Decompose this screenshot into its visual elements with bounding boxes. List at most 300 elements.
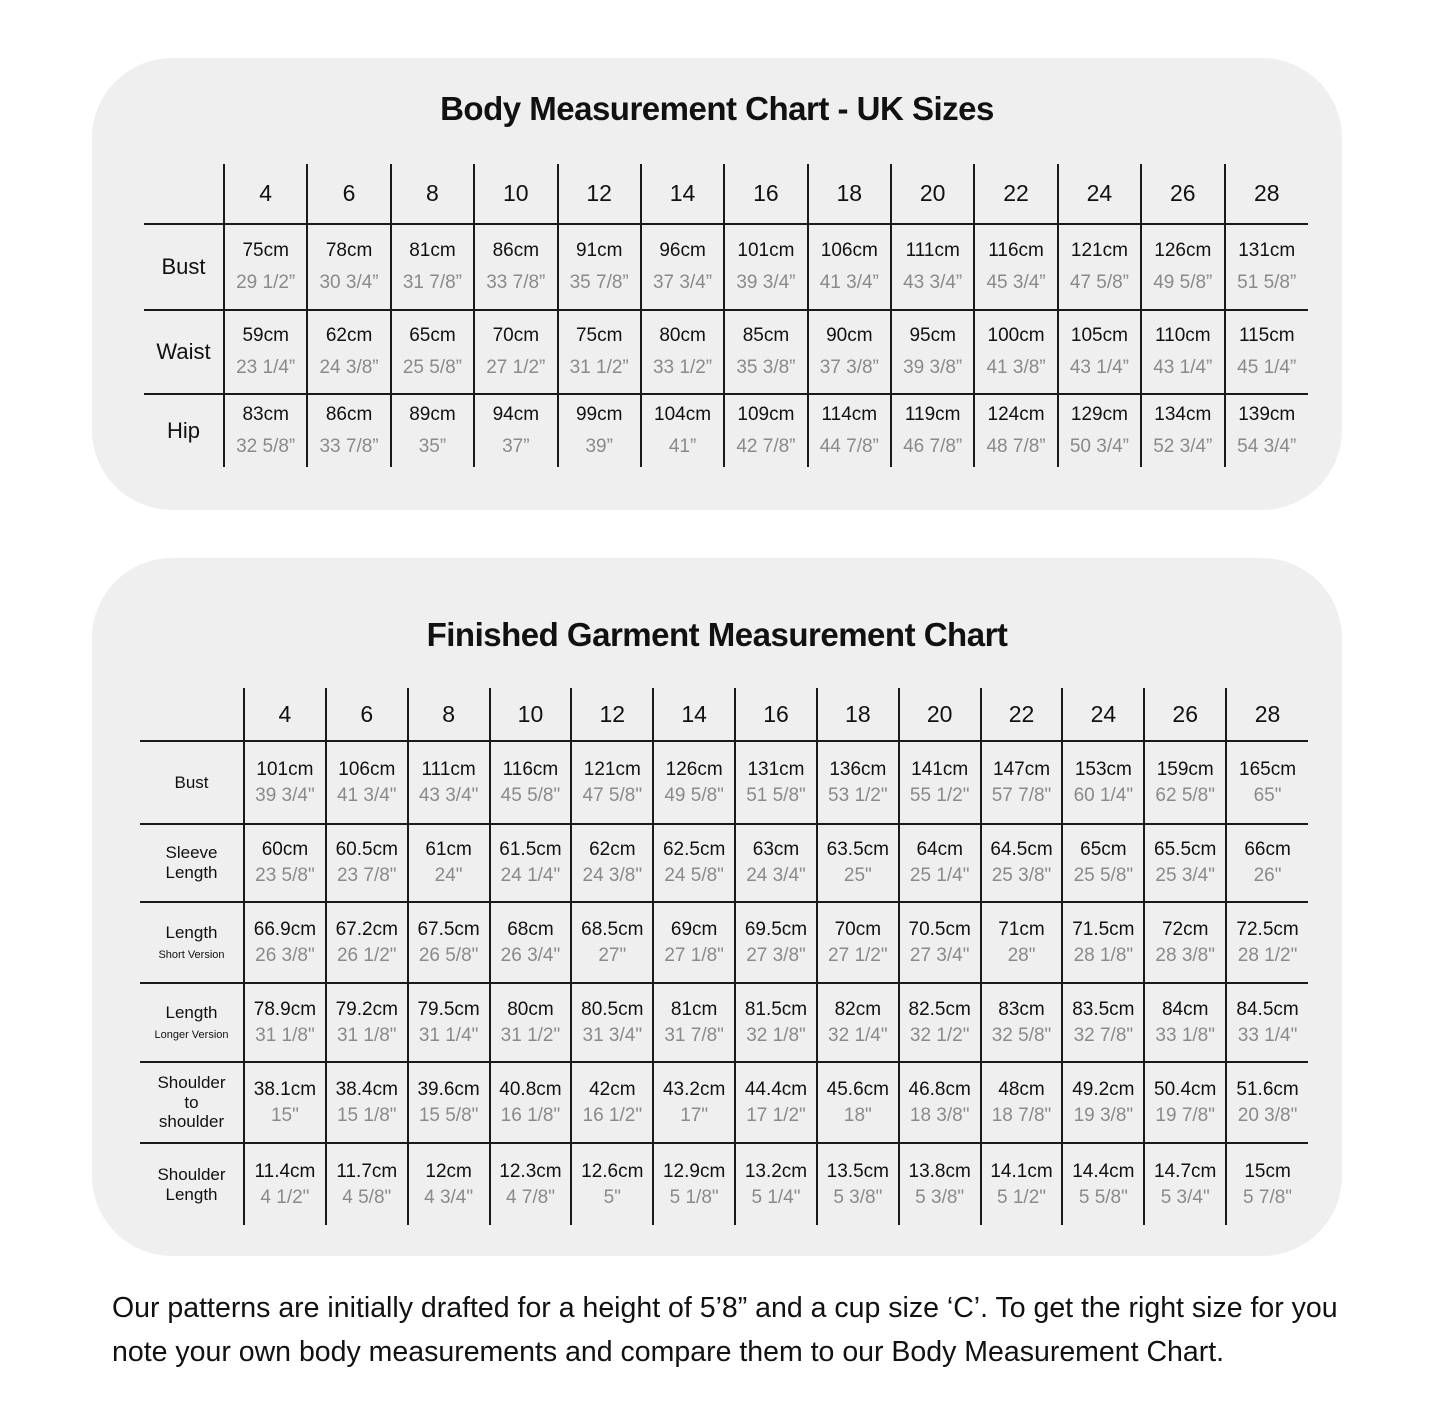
cm-value: 126cm — [1154, 240, 1212, 261]
inch-value: 24" — [434, 865, 463, 886]
measurement-cell — [224, 224, 307, 310]
cm-value: 45.6cm — [826, 1078, 889, 1100]
measurement-cell — [391, 394, 474, 467]
row-label: Sleeve Length — [165, 843, 218, 882]
inch-value: 20 3/8" — [1237, 1104, 1298, 1126]
measurement-cell — [490, 902, 572, 983]
cm-value: 70cm — [834, 918, 882, 940]
inch-value: 47 5/8” — [1069, 272, 1130, 293]
cm-value: 70cm — [492, 325, 540, 346]
inch-value: 26 1/2" — [336, 944, 397, 966]
measurement-cell — [981, 824, 1063, 902]
inch-value: 37” — [502, 436, 530, 457]
cm-value: 65.5cm — [1154, 839, 1217, 860]
inch-value: 24 5/8" — [664, 865, 724, 886]
inch-value: 15 5/8" — [418, 1104, 479, 1126]
measurement-cell — [724, 310, 807, 394]
measurement-cell — [899, 983, 981, 1062]
cm-value: 12.6cm — [581, 1160, 644, 1182]
inch-value: 31 7/8” — [402, 272, 463, 293]
cm-value: 15cm — [1244, 1160, 1291, 1182]
measurement-cell — [474, 224, 557, 310]
inch-value: 28 1/2" — [1237, 944, 1298, 966]
measurement-cell — [408, 983, 490, 1062]
size-header: 14 — [641, 164, 724, 224]
measurement-cell — [1225, 310, 1309, 394]
inch-value: 39 3/4" — [255, 784, 315, 806]
inch-value: 26 5/8" — [418, 944, 479, 966]
row-label: Shoulder Length — [157, 1164, 226, 1204]
cm-value: 153cm — [1074, 758, 1132, 780]
inch-value: 65" — [1253, 784, 1282, 806]
inch-value: 5 3/8" — [833, 1186, 883, 1208]
inch-value: 49 5/8” — [1153, 272, 1213, 293]
inch-value: 41 3/8” — [986, 357, 1046, 378]
size-header: 24 — [1062, 688, 1144, 741]
cm-value: 106cm — [338, 758, 396, 780]
size-header: 14 — [653, 688, 735, 741]
size-header: 22 — [981, 688, 1063, 741]
inch-value: 23 5/8" — [255, 865, 315, 886]
inch-value: 33 1/2” — [652, 357, 713, 378]
measurement-cell — [490, 983, 572, 1062]
cm-value: 90cm — [826, 325, 873, 346]
cm-value: 63.5cm — [826, 839, 889, 860]
cm-value: 115cm — [1238, 325, 1295, 346]
inch-value: 48 7/8” — [986, 436, 1046, 457]
inch-value: 19 3/8" — [1073, 1104, 1134, 1126]
cm-value: 44.4cm — [744, 1078, 808, 1100]
inch-value: 5 1/2" — [997, 1186, 1047, 1208]
size-header: 12 — [571, 688, 653, 741]
cm-value: 81cm — [409, 240, 456, 261]
measurement-cell — [558, 394, 641, 467]
inch-value: 41 3/4" — [336, 784, 397, 806]
cm-value: 66.9cm — [253, 918, 317, 940]
inch-value: 30 3/4” — [319, 272, 379, 293]
row-label: Shoulder to shoulder — [157, 1073, 226, 1132]
measurement-cell — [981, 741, 1063, 824]
cm-value: 141cm — [911, 758, 969, 780]
measurement-cell — [817, 1062, 899, 1143]
measurement-row — [140, 983, 1308, 1062]
measurement-cell — [1062, 824, 1144, 902]
inch-value: 24 1/4" — [500, 865, 561, 886]
measurement-cell — [1062, 1062, 1144, 1143]
measurement-cell — [1062, 902, 1144, 983]
cm-value: 42cm — [589, 1078, 636, 1100]
body-chart-title: Body Measurement Chart - UK Sizes — [440, 90, 994, 127]
cm-value: 40.8cm — [499, 1078, 562, 1100]
measurement-cell — [1058, 224, 1141, 310]
inch-value: 33 7/8” — [486, 272, 546, 293]
inch-value: 27 1/2" — [828, 944, 888, 966]
inch-value: 18 7/8" — [991, 1104, 1052, 1126]
measurement-cell — [1226, 824, 1308, 902]
inch-value: 33 1/4" — [1237, 1024, 1298, 1046]
cm-value: 101cm — [256, 758, 314, 780]
cm-value: 66cm — [1244, 839, 1291, 860]
row-label: Bust — [174, 772, 209, 792]
measurement-cell — [490, 1062, 572, 1143]
cm-value: 81.5cm — [744, 998, 808, 1020]
inch-value: 24 3/8” — [319, 357, 379, 378]
measurement-row — [140, 824, 1308, 902]
measurement-cell — [326, 1062, 408, 1143]
measurement-cell — [408, 741, 490, 824]
header-corner — [140, 688, 244, 741]
inch-value: 35 3/8” — [736, 357, 796, 378]
cm-value: 86cm — [325, 404, 373, 425]
row-label-cell — [144, 310, 224, 394]
measurement-cell — [653, 983, 735, 1062]
inch-value: 5" — [603, 1186, 621, 1208]
cm-value: 134cm — [1154, 404, 1212, 425]
inch-value: 28" — [1007, 944, 1036, 966]
inch-value: 28 3/8" — [1155, 944, 1215, 966]
measurement-cell — [974, 394, 1057, 467]
cm-value: 62.5cm — [662, 839, 726, 860]
cm-value: 78.9cm — [253, 998, 317, 1020]
measurement-cell — [735, 1062, 817, 1143]
cm-value: 136cm — [829, 758, 887, 780]
measurement-cell — [1144, 741, 1226, 824]
inch-value: 4 3/4" — [424, 1186, 474, 1208]
cm-value: 129cm — [1070, 404, 1128, 425]
row-label-cell — [140, 824, 244, 902]
cm-value: 50.4cm — [1154, 1078, 1217, 1100]
measurement-cell — [224, 310, 307, 394]
row-label: Hip — [166, 418, 200, 444]
measurement-cell — [817, 902, 899, 983]
size-header: 4 — [224, 164, 307, 224]
inch-value: 32 5/8" — [991, 1024, 1052, 1046]
row-label-cell — [144, 394, 224, 467]
cm-value: 13.5cm — [826, 1160, 889, 1182]
cm-value: 12.9cm — [662, 1160, 726, 1182]
inch-value: 5 3/8" — [915, 1186, 965, 1208]
inch-value: 25 5/8” — [402, 357, 463, 378]
row-label-cell — [144, 224, 224, 310]
size-header-row — [140, 688, 1308, 741]
cm-value: 70.5cm — [908, 918, 971, 940]
inch-value: 4 5/8" — [342, 1186, 392, 1208]
inch-value: 57 7/8" — [991, 784, 1052, 806]
cm-value: 85cm — [742, 325, 790, 346]
measurement-cell — [1062, 741, 1144, 824]
garment-chart-title: Finished Garment Measurement Chart — [426, 616, 1008, 653]
measurement-cell — [817, 824, 899, 902]
row-label: Bust — [161, 254, 206, 280]
measurement-cell — [899, 1143, 981, 1225]
measurement-cell — [899, 824, 981, 902]
measurement-cell — [1226, 983, 1308, 1062]
measurement-cell — [1226, 1143, 1308, 1225]
cm-value: 69cm — [670, 918, 718, 940]
inch-value: 32 5/8” — [236, 436, 296, 457]
cm-value: 13.8cm — [908, 1160, 971, 1182]
cm-value: 86cm — [492, 240, 540, 261]
inch-value: 39” — [585, 436, 613, 457]
cm-value: 14.1cm — [990, 1160, 1053, 1182]
measurement-cell — [891, 394, 974, 467]
inch-value: 31 1/2" — [500, 1024, 561, 1046]
inch-value: 45 5/8" — [500, 784, 561, 806]
measurement-cell — [474, 394, 557, 467]
cm-value: 110cm — [1155, 325, 1211, 346]
cm-value: 165cm — [1239, 758, 1297, 780]
measurement-cell — [1144, 902, 1226, 983]
inch-value: 32 1/2" — [909, 1024, 970, 1046]
cm-value: 83cm — [998, 998, 1045, 1020]
cm-value: 65cm — [409, 325, 456, 346]
inch-value: 15 1/8" — [336, 1104, 397, 1126]
inch-value: 35 7/8” — [569, 272, 629, 293]
measurement-cell — [1225, 394, 1309, 467]
measurement-cell — [1141, 310, 1224, 394]
inch-value: 29 1/2” — [236, 272, 296, 293]
cm-value: 91cm — [575, 240, 623, 261]
measurement-cell — [735, 902, 817, 983]
inch-value: 43 1/4” — [1153, 357, 1213, 378]
cm-value: 100cm — [987, 325, 1045, 346]
body-measurement-table — [144, 164, 1308, 467]
size-header: 26 — [1144, 688, 1226, 741]
inch-value: 37 3/8” — [819, 357, 879, 378]
measurement-row — [144, 224, 1308, 310]
cm-value: 83.5cm — [1072, 998, 1135, 1020]
inch-value: 44 7/8” — [819, 436, 879, 457]
measurement-cell — [891, 224, 974, 310]
cm-value: 111cm — [421, 758, 476, 780]
inch-value: 31 1/4" — [418, 1024, 479, 1046]
measurement-cell — [1144, 983, 1226, 1062]
measurement-cell — [974, 224, 1057, 310]
cm-value: 48cm — [998, 1078, 1045, 1100]
cm-value: 79.5cm — [417, 998, 480, 1020]
inch-value: 27" — [598, 944, 627, 966]
measurement-row — [144, 310, 1308, 394]
measurement-cell — [224, 394, 307, 467]
cm-value: 121cm — [583, 758, 641, 780]
inch-value: 43 3/4" — [418, 784, 479, 806]
measurement-cell — [558, 224, 641, 310]
measurement-cell — [326, 902, 408, 983]
inch-value: 18 3/8" — [909, 1104, 970, 1126]
inch-value: 53 1/2" — [828, 784, 888, 806]
cm-value: 65cm — [1080, 839, 1127, 860]
cm-value: 64cm — [916, 839, 963, 860]
measurement-cell — [408, 1062, 490, 1143]
inch-value: 24 3/8" — [582, 865, 643, 886]
cm-value: 83cm — [242, 404, 289, 425]
header-corner — [144, 164, 224, 224]
cm-value: 80cm — [507, 998, 554, 1020]
row-label-cell — [140, 983, 244, 1062]
measurement-cell — [1144, 824, 1226, 902]
measurement-cell — [307, 224, 390, 310]
measurement-cell — [653, 1143, 735, 1225]
cm-value: 95cm — [909, 325, 956, 346]
measurement-cell — [808, 310, 891, 394]
inch-value: 37 3/4” — [652, 272, 713, 293]
size-header: 16 — [735, 688, 817, 741]
inch-value: 35” — [418, 436, 447, 457]
measurement-cell — [981, 1143, 1063, 1225]
inch-value: 26" — [1253, 865, 1282, 886]
inch-value: 25" — [843, 865, 872, 886]
inch-value: 27 3/8" — [746, 944, 806, 966]
cm-value: 96cm — [659, 240, 706, 261]
cm-value: 68.5cm — [581, 918, 644, 940]
row-label: Length — [165, 923, 218, 943]
measurement-cell — [1058, 310, 1141, 394]
inch-value: 45 3/4” — [986, 272, 1046, 293]
inch-value: 23 1/4” — [236, 357, 296, 378]
measurement-cell — [408, 824, 490, 902]
cm-value: 49.2cm — [1072, 1078, 1135, 1100]
measurement-cell — [724, 394, 807, 467]
cm-value: 114cm — [821, 404, 878, 425]
cm-value: 82cm — [834, 998, 882, 1020]
row-sublabel: Short Version — [158, 948, 225, 961]
size-header: 22 — [974, 164, 1057, 224]
inch-value: 32 7/8" — [1073, 1024, 1134, 1046]
measurement-cell — [244, 741, 326, 824]
inch-value: 27 1/2” — [486, 357, 546, 378]
cm-value: 60.5cm — [335, 839, 398, 860]
cm-value: 61cm — [425, 839, 472, 860]
inch-value: 46 7/8” — [903, 436, 963, 457]
inch-value: 43 3/4” — [903, 272, 963, 293]
measurement-cell — [653, 902, 735, 983]
measurement-cell — [1062, 983, 1144, 1062]
measurement-cell — [307, 394, 390, 467]
cm-value: 99cm — [575, 404, 623, 425]
cm-value: 80.5cm — [581, 998, 644, 1020]
measurement-cell — [244, 902, 326, 983]
measurement-cell — [571, 902, 653, 983]
cm-value: 131cm — [747, 758, 805, 780]
inch-value: 55 1/2" — [909, 784, 970, 806]
inch-value: 31 1/2” — [569, 357, 629, 378]
inch-value: 17" — [680, 1104, 709, 1126]
inch-value: 54 3/4” — [1237, 436, 1297, 457]
measurement-cell — [1144, 1143, 1226, 1225]
inch-value: 31 1/8" — [255, 1024, 315, 1046]
garment-measurement-table — [140, 688, 1308, 1225]
inch-value: 62 5/8" — [1155, 784, 1215, 806]
cm-value: 84cm — [1161, 998, 1209, 1020]
inch-value: 25 5/8" — [1073, 865, 1134, 886]
measurement-cell — [571, 1143, 653, 1225]
measurement-cell — [1226, 741, 1308, 824]
cm-value: 68cm — [507, 918, 554, 940]
inch-value: 51 5/8” — [1237, 272, 1297, 293]
measurement-cell — [558, 310, 641, 394]
inch-value: 43 1/4” — [1069, 357, 1130, 378]
measurement-cell — [735, 1143, 817, 1225]
measurement-cell — [735, 983, 817, 1062]
cm-value: 106cm — [820, 240, 878, 261]
measurement-cell — [735, 824, 817, 902]
cm-value: 67.5cm — [417, 918, 480, 940]
inch-value: 18" — [843, 1104, 872, 1126]
inch-value: 5 1/8" — [669, 1186, 719, 1208]
cm-value: 78cm — [325, 240, 373, 261]
size-header: 12 — [558, 164, 641, 224]
measurement-cell — [981, 1062, 1063, 1143]
measurement-row — [140, 1143, 1308, 1225]
measurement-cell — [817, 983, 899, 1062]
measurement-cell — [1058, 394, 1141, 467]
size-header: 28 — [1226, 688, 1308, 741]
measurement-cell — [571, 1062, 653, 1143]
cm-value: 59cm — [242, 325, 289, 346]
size-header-row — [144, 164, 1308, 224]
size-header: 8 — [408, 688, 490, 741]
cm-value: 72cm — [1161, 918, 1209, 940]
inch-value: 41 3/4” — [819, 272, 879, 293]
measurement-cell — [641, 224, 724, 310]
cm-value: 61.5cm — [499, 839, 562, 860]
size-header: 18 — [817, 688, 899, 741]
cm-value: 12.3cm — [499, 1160, 562, 1182]
cm-value: 82.5cm — [908, 998, 971, 1020]
inch-value: 16 1/2" — [582, 1104, 643, 1126]
cm-value: 51.6cm — [1236, 1078, 1299, 1100]
cm-value: 121cm — [1070, 240, 1128, 261]
measurement-cell — [1144, 1062, 1226, 1143]
size-header: 20 — [891, 164, 974, 224]
measurement-cell — [808, 224, 891, 310]
inch-value: 49 5/8" — [664, 784, 724, 806]
cm-value: 38.1cm — [253, 1078, 317, 1100]
measurement-row — [140, 741, 1308, 824]
measurement-cell — [1226, 1062, 1308, 1143]
measurement-cell — [974, 310, 1057, 394]
inch-value: 28 1/8" — [1073, 944, 1134, 966]
size-header: 10 — [474, 164, 557, 224]
cm-value: 104cm — [654, 404, 712, 425]
size-header: 18 — [808, 164, 891, 224]
inch-value: 45 1/4” — [1237, 357, 1297, 378]
measurement-cell — [326, 824, 408, 902]
inch-value: 27 1/8" — [664, 944, 724, 966]
measurement-cell — [1226, 902, 1308, 983]
cm-value: 79.2cm — [335, 998, 398, 1020]
measurement-cell — [408, 902, 490, 983]
cm-value: 72.5cm — [1236, 918, 1299, 940]
inch-value: 50 3/4” — [1069, 436, 1130, 457]
cm-value: 43.2cm — [662, 1078, 726, 1100]
row-label: Waist — [156, 339, 211, 365]
inch-value: 25 1/4" — [909, 865, 970, 886]
inch-value: 26 3/8" — [255, 944, 315, 966]
footnote-text: Our patterns are initially drafted for a height of 5’8” and a cup size ‘C’. To get the right size for you note your own body measurements and compare them to our Body Measurement Chart. — [112, 1292, 1338, 1368]
inch-value: 5 1/4" — [751, 1186, 801, 1208]
cm-value: 101cm — [737, 240, 795, 261]
cm-value: 62cm — [589, 839, 636, 860]
measurement-row — [140, 1062, 1308, 1143]
cm-value: 64.5cm — [990, 839, 1053, 860]
inch-value: 23 7/8" — [336, 865, 397, 886]
cm-value: 75cm — [242, 240, 289, 261]
measurement-cell — [244, 824, 326, 902]
measurement-cell — [1141, 394, 1224, 467]
size-header: 24 — [1058, 164, 1141, 224]
size-header: 6 — [307, 164, 390, 224]
